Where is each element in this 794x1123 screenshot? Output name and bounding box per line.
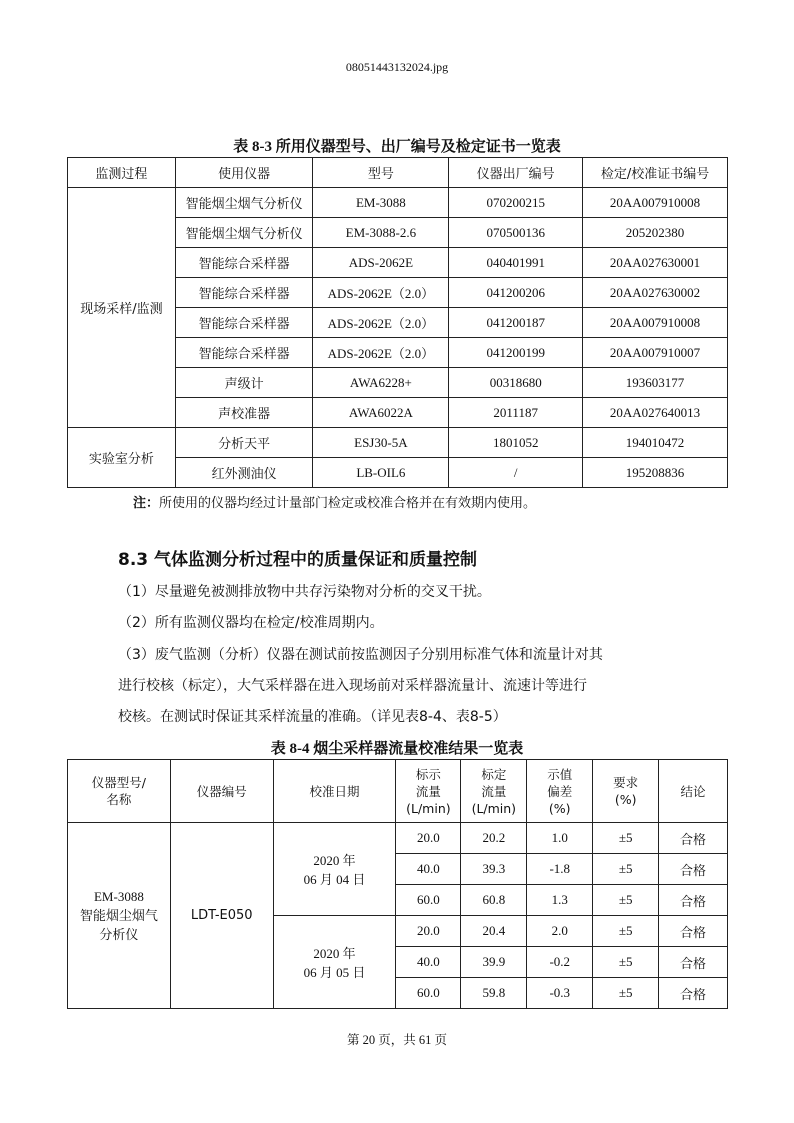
- header-cell: 检定/校准证书编号: [583, 158, 728, 188]
- cell-requirement: ±5: [593, 823, 659, 854]
- cell-indicated: 40.0: [396, 854, 461, 885]
- cell-certificate: 195208836: [583, 458, 728, 488]
- header-calibrated-flow: 标定 流量 (L/min): [461, 760, 527, 823]
- cell-model: EM-3088-2.6: [313, 218, 449, 248]
- cell-instrument: 智能综合采样器: [175, 308, 313, 338]
- image-filename: 08051443132024.jpg: [345, 60, 449, 74]
- cell-requirement: ±5: [593, 947, 659, 978]
- cell-serial: 040401991: [449, 248, 583, 278]
- paragraph-2: （2）所有监测仪器均在检定/校准周期内。: [118, 615, 384, 631]
- cell-model: AWA6022A: [313, 398, 449, 428]
- cell-model: LB-OIL6: [313, 458, 449, 488]
- cell-requirement: ±5: [593, 854, 659, 885]
- section-title: 8.3 气体监测分析过程中的质量保证和质量控制: [118, 550, 478, 570]
- cell-requirement: ±5: [593, 885, 659, 916]
- cell-result: 合格: [659, 823, 728, 854]
- cell-instrument: 智能综合采样器: [175, 248, 313, 278]
- cell-deviation: 2.0: [527, 916, 593, 947]
- table2-caption: 表 8-4 烟尘采样器流量校准结果一览表: [270, 741, 524, 757]
- cell-instrument: 智能烟尘烟气分析仪: [175, 188, 313, 218]
- cell-certificate: 20AA027640013: [583, 398, 728, 428]
- paragraph-1: （1）尽量避免被测排放物中共存污染物对分析的交叉干扰。: [118, 584, 491, 600]
- table-row: [68, 188, 728, 218]
- cell-date-2: 2020 年 06 月 05 日: [273, 916, 396, 1009]
- note-text: 所使用的仪器均经过计量部门检定或校准合格并在有效期内使用。: [159, 496, 537, 511]
- cell-deviation: -0.2: [527, 947, 593, 978]
- cell-deviation: 1.0: [527, 823, 593, 854]
- cell-instrument: 智能综合采样器: [175, 338, 313, 368]
- paragraph-3-line-3: 校核。在测试时保证其采样流量的准确。（详见表8-4、表8-5）: [118, 709, 507, 725]
- note-label: 注：: [133, 496, 160, 511]
- table-row: [68, 823, 728, 854]
- cell-certificate: 20AA007910007: [583, 338, 728, 368]
- cell-certificate: 20AA007910008: [583, 308, 728, 338]
- table-row: [68, 428, 728, 458]
- cell-certificate: 194010472: [583, 428, 728, 458]
- header-cell: 仪器出厂编号: [449, 158, 583, 188]
- cell-certificate: 20AA027630001: [583, 248, 728, 278]
- cell-instrument: 红外测油仪: [175, 458, 313, 488]
- table1-caption: 表 8-3 所用仪器型号、出厂编号及检定证书一览表: [233, 139, 561, 155]
- cell-indicated: 60.0: [396, 885, 461, 916]
- cell-model: EM-3088: [313, 188, 449, 218]
- instrument-table: [67, 157, 728, 488]
- cell-calibrated: 20.2: [461, 823, 527, 854]
- cell-certificate: 20AA007910008: [583, 188, 728, 218]
- table-header-row: [68, 158, 728, 188]
- cell-serial: 041200206: [449, 278, 583, 308]
- cell-instrument: 分析天平: [175, 428, 313, 458]
- page-number: 第 20 页，共 61 页: [346, 1033, 447, 1047]
- header-indicated-flow: 标示 流量 (L/min): [396, 760, 461, 823]
- cell-instrument-id: LDT-E050: [170, 823, 273, 1009]
- cell-serial: 2011187: [449, 398, 583, 428]
- header-cell: 监测过程: [68, 158, 176, 188]
- cell-result: 合格: [659, 947, 728, 978]
- cell-indicated: 20.0: [396, 823, 461, 854]
- cell-instrument: 智能综合采样器: [175, 278, 313, 308]
- header-cell: 型号: [313, 158, 449, 188]
- cell-deviation: -1.8: [527, 854, 593, 885]
- cell-serial: 070200215: [449, 188, 583, 218]
- cell-certificate: 20AA027630002: [583, 278, 728, 308]
- paragraph-3-line-1: （3）废气监测（分析）仪器在测试前按监测因子分别用标准气体和流量计对其: [118, 647, 603, 663]
- cell-calibrated: 60.8: [461, 885, 527, 916]
- cell-model-name: EM-3088 智能烟尘烟气 分析仪: [68, 823, 171, 1009]
- paragraph-3-line-2: 进行校核（标定），大气采样器在进入现场前对采样器流量计、流速计等进行: [118, 678, 587, 694]
- header-requirement: 要求 (%): [593, 760, 659, 823]
- cell-result: 合格: [659, 854, 728, 885]
- cell-instrument: 声校准器: [175, 398, 313, 428]
- cell-deviation: 1.3: [527, 885, 593, 916]
- cell-indicated: 40.0: [396, 947, 461, 978]
- header-date: 校准日期: [273, 760, 396, 823]
- cell-model: ADS-2062E（2.0）: [313, 308, 449, 338]
- cell-requirement: ±5: [593, 916, 659, 947]
- group-cell-field: 现场采样/监测: [68, 188, 176, 428]
- cell-serial: 041200199: [449, 338, 583, 368]
- group-cell-lab: 实验室分析: [68, 428, 176, 488]
- cell-serial: 1801052: [449, 428, 583, 458]
- cell-date-1: 2020 年 06 月 04 日: [273, 823, 396, 916]
- cell-calibrated: 20.4: [461, 916, 527, 947]
- cell-indicated: 20.0: [396, 916, 461, 947]
- cell-model: ESJ30-5A: [313, 428, 449, 458]
- cell-model: ADS-2062E（2.0）: [313, 278, 449, 308]
- header-deviation: 示值 偏差 (%): [527, 760, 593, 823]
- cell-certificate: 205202380: [583, 218, 728, 248]
- table-header-row: [68, 760, 728, 823]
- cell-result: 合格: [659, 916, 728, 947]
- table1-note: [133, 492, 536, 511]
- cell-calibrated: 39.3: [461, 854, 527, 885]
- cell-serial: 070500136: [449, 218, 583, 248]
- cell-deviation: -0.3: [527, 978, 593, 1009]
- header-model: 仪器型号/ 名称: [68, 760, 171, 823]
- cell-instrument: 声级计: [175, 368, 313, 398]
- cell-serial: /: [449, 458, 583, 488]
- cell-model: ADS-2062E（2.0）: [313, 338, 449, 368]
- cell-model: ADS-2062E: [313, 248, 449, 278]
- cell-result: 合格: [659, 978, 728, 1009]
- cell-indicated: 60.0: [396, 978, 461, 1009]
- cell-calibrated: 39.9: [461, 947, 527, 978]
- header-instrument-id: 仪器编号: [170, 760, 273, 823]
- cell-result: 合格: [659, 885, 728, 916]
- flow-calibration-table: [67, 759, 728, 1009]
- cell-calibrated: 59.8: [461, 978, 527, 1009]
- cell-requirement: ±5: [593, 978, 659, 1009]
- header-result: 结论: [659, 760, 728, 823]
- cell-certificate: 193603177: [583, 368, 728, 398]
- header-cell: 使用仪器: [175, 158, 313, 188]
- cell-serial: 00318680: [449, 368, 583, 398]
- cell-serial: 041200187: [449, 308, 583, 338]
- cell-model: AWA6228+: [313, 368, 449, 398]
- cell-instrument: 智能烟尘烟气分析仪: [175, 218, 313, 248]
